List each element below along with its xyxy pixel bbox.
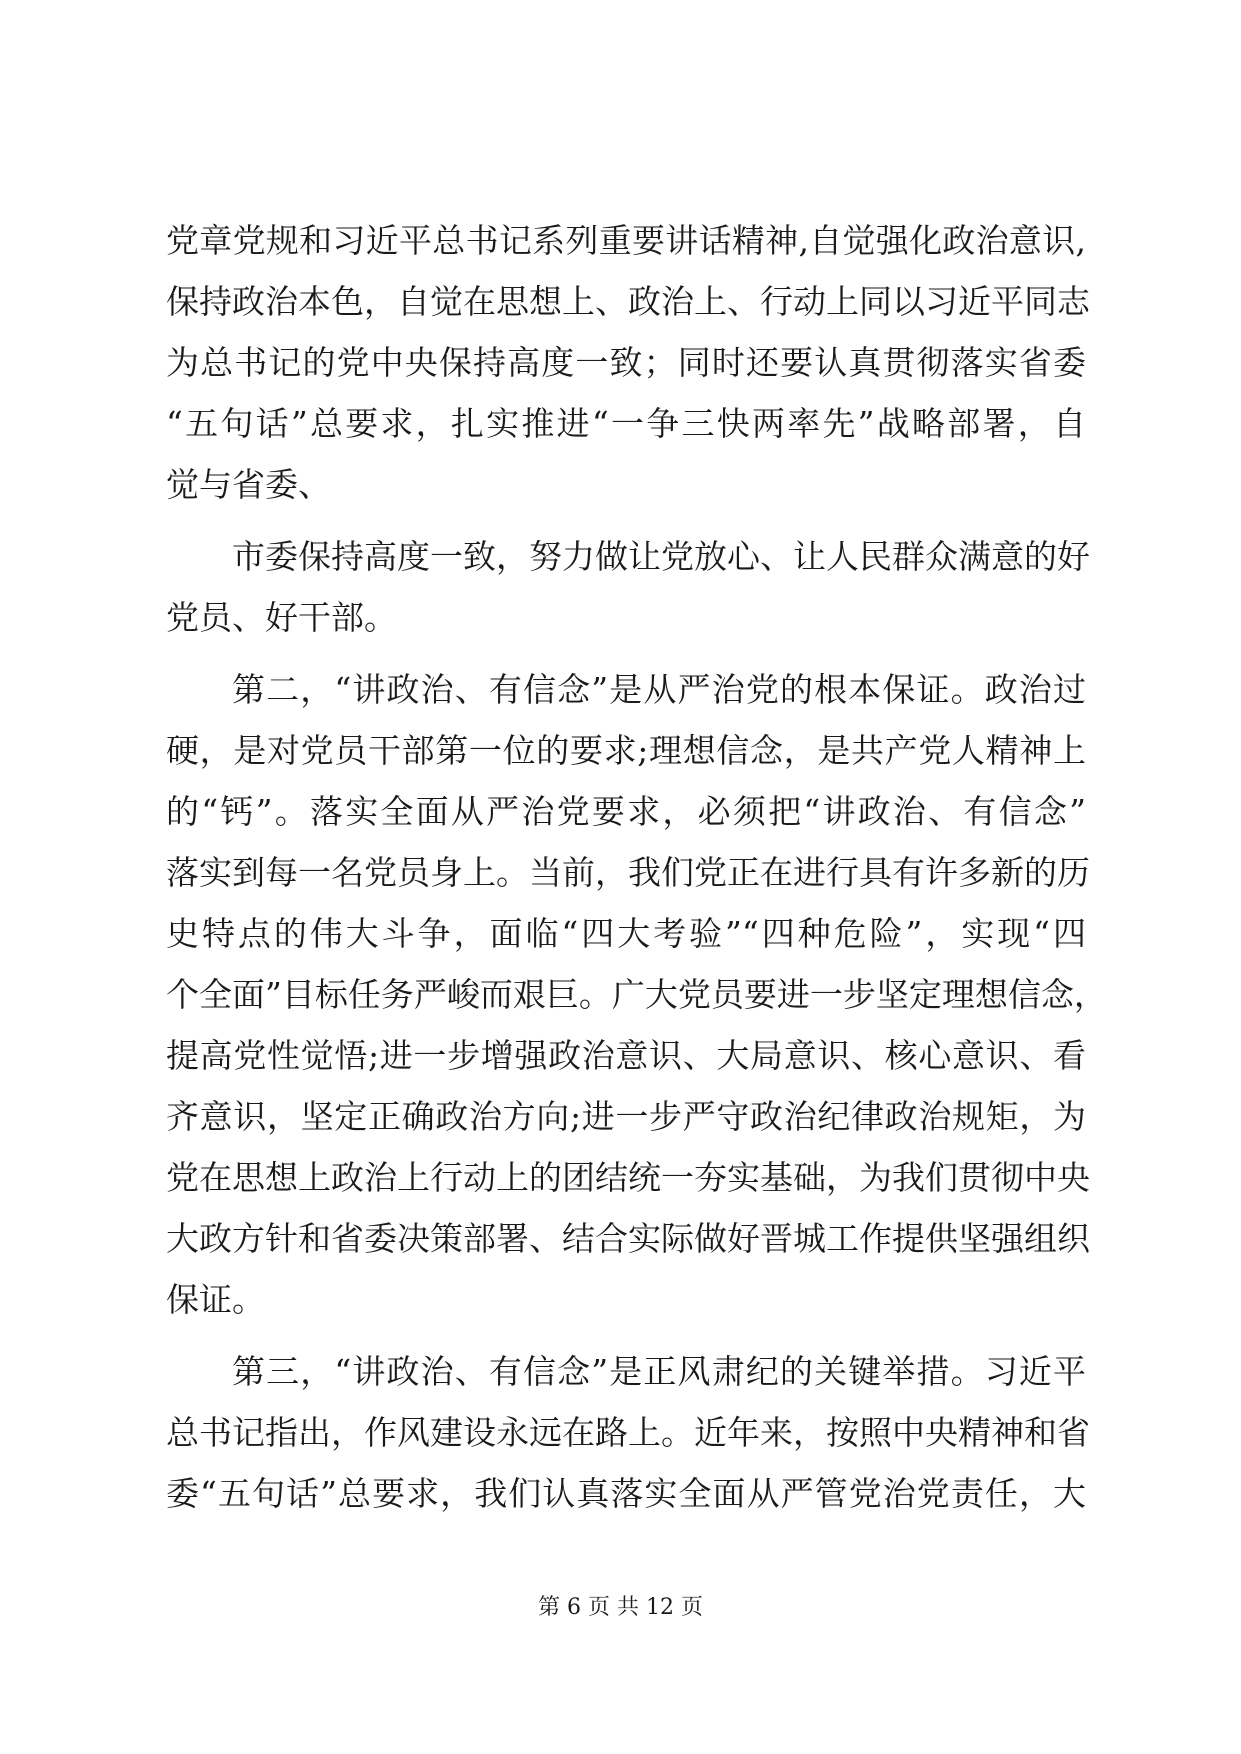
- text-line: 保持政治本色，自觉在思想上、政治上、行动上同以习近平同志: [166, 282, 1090, 321]
- text-line: 第三，“讲政治、有信念”是正风肃纪的关键举措。习近平: [232, 1352, 1086, 1391]
- text-line: 的“钙”。落实全面从严治党要求，必须把“讲政治、有信念”: [166, 792, 1086, 831]
- text-line: “五句话”总要求，扎实推进“一争三快两率先”战略部署，自: [166, 404, 1086, 443]
- text-line: 大政方针和省委决策部署、结合实际做好晋城工作提供坚强组织: [166, 1219, 1090, 1258]
- text-line: 党章党规和习近平总书记系列重要讲话精神,自觉强化政治意识,: [166, 221, 1086, 260]
- text-line: 党员、好干部。: [166, 598, 397, 637]
- text-line: 市委保持高度一致，努力做让党放心、让人民群众满意的好: [232, 537, 1090, 576]
- page-number: 第 6 页 共 12 页: [538, 1595, 703, 1620]
- text-line: 总书记指出，作风建设永远在路上。近年来，按照中央精神和省: [166, 1413, 1090, 1452]
- text-line: 保证。: [166, 1280, 265, 1319]
- text-line: 个全面”目标任务严峻而艰巨。广大党员要进一步坚定理想信念，: [166, 975, 1107, 1014]
- text-line: 史特点的伟大斗争，面临“四大考验”“四种危险”，实现“四: [166, 914, 1086, 953]
- text-line: 第二，“讲政治、有信念”是从严治党的根本保证。政治过: [232, 670, 1086, 709]
- page-footer: [0, 1593, 1241, 1623]
- text-line: 提高党性觉悟;进一步增强政治意识、大局意识、核心意识、看: [166, 1036, 1086, 1075]
- text-line: 党在思想上政治上行动上的团结统一夯实基础，为我们贯彻中央: [166, 1158, 1090, 1197]
- text-line: 硬，是对党员干部第一位的要求;理想信念，是共产党人精神上: [166, 731, 1086, 770]
- paragraph-1: [166, 210, 1090, 515]
- paragraph-4: [166, 1341, 1090, 1524]
- text-line: 落实到每一名党员身上。当前，我们党正在进行具有许多新的历: [166, 853, 1090, 892]
- document-body: [166, 210, 1107, 1524]
- text-line: 委“五句话”总要求，我们认真落实全面从严管党治党责任，大: [166, 1474, 1086, 1513]
- paragraph-2: [166, 526, 1090, 648]
- text-line: 齐意识，坚定正确政治方向;进一步严守政治纪律政治规矩，为: [166, 1097, 1086, 1136]
- text-line: 为总书记的党中央保持高度一致；同时还要认真贯彻落实省委: [166, 343, 1086, 382]
- paragraph-3: [166, 659, 1107, 1330]
- text-line: 觉与省委、: [166, 465, 331, 504]
